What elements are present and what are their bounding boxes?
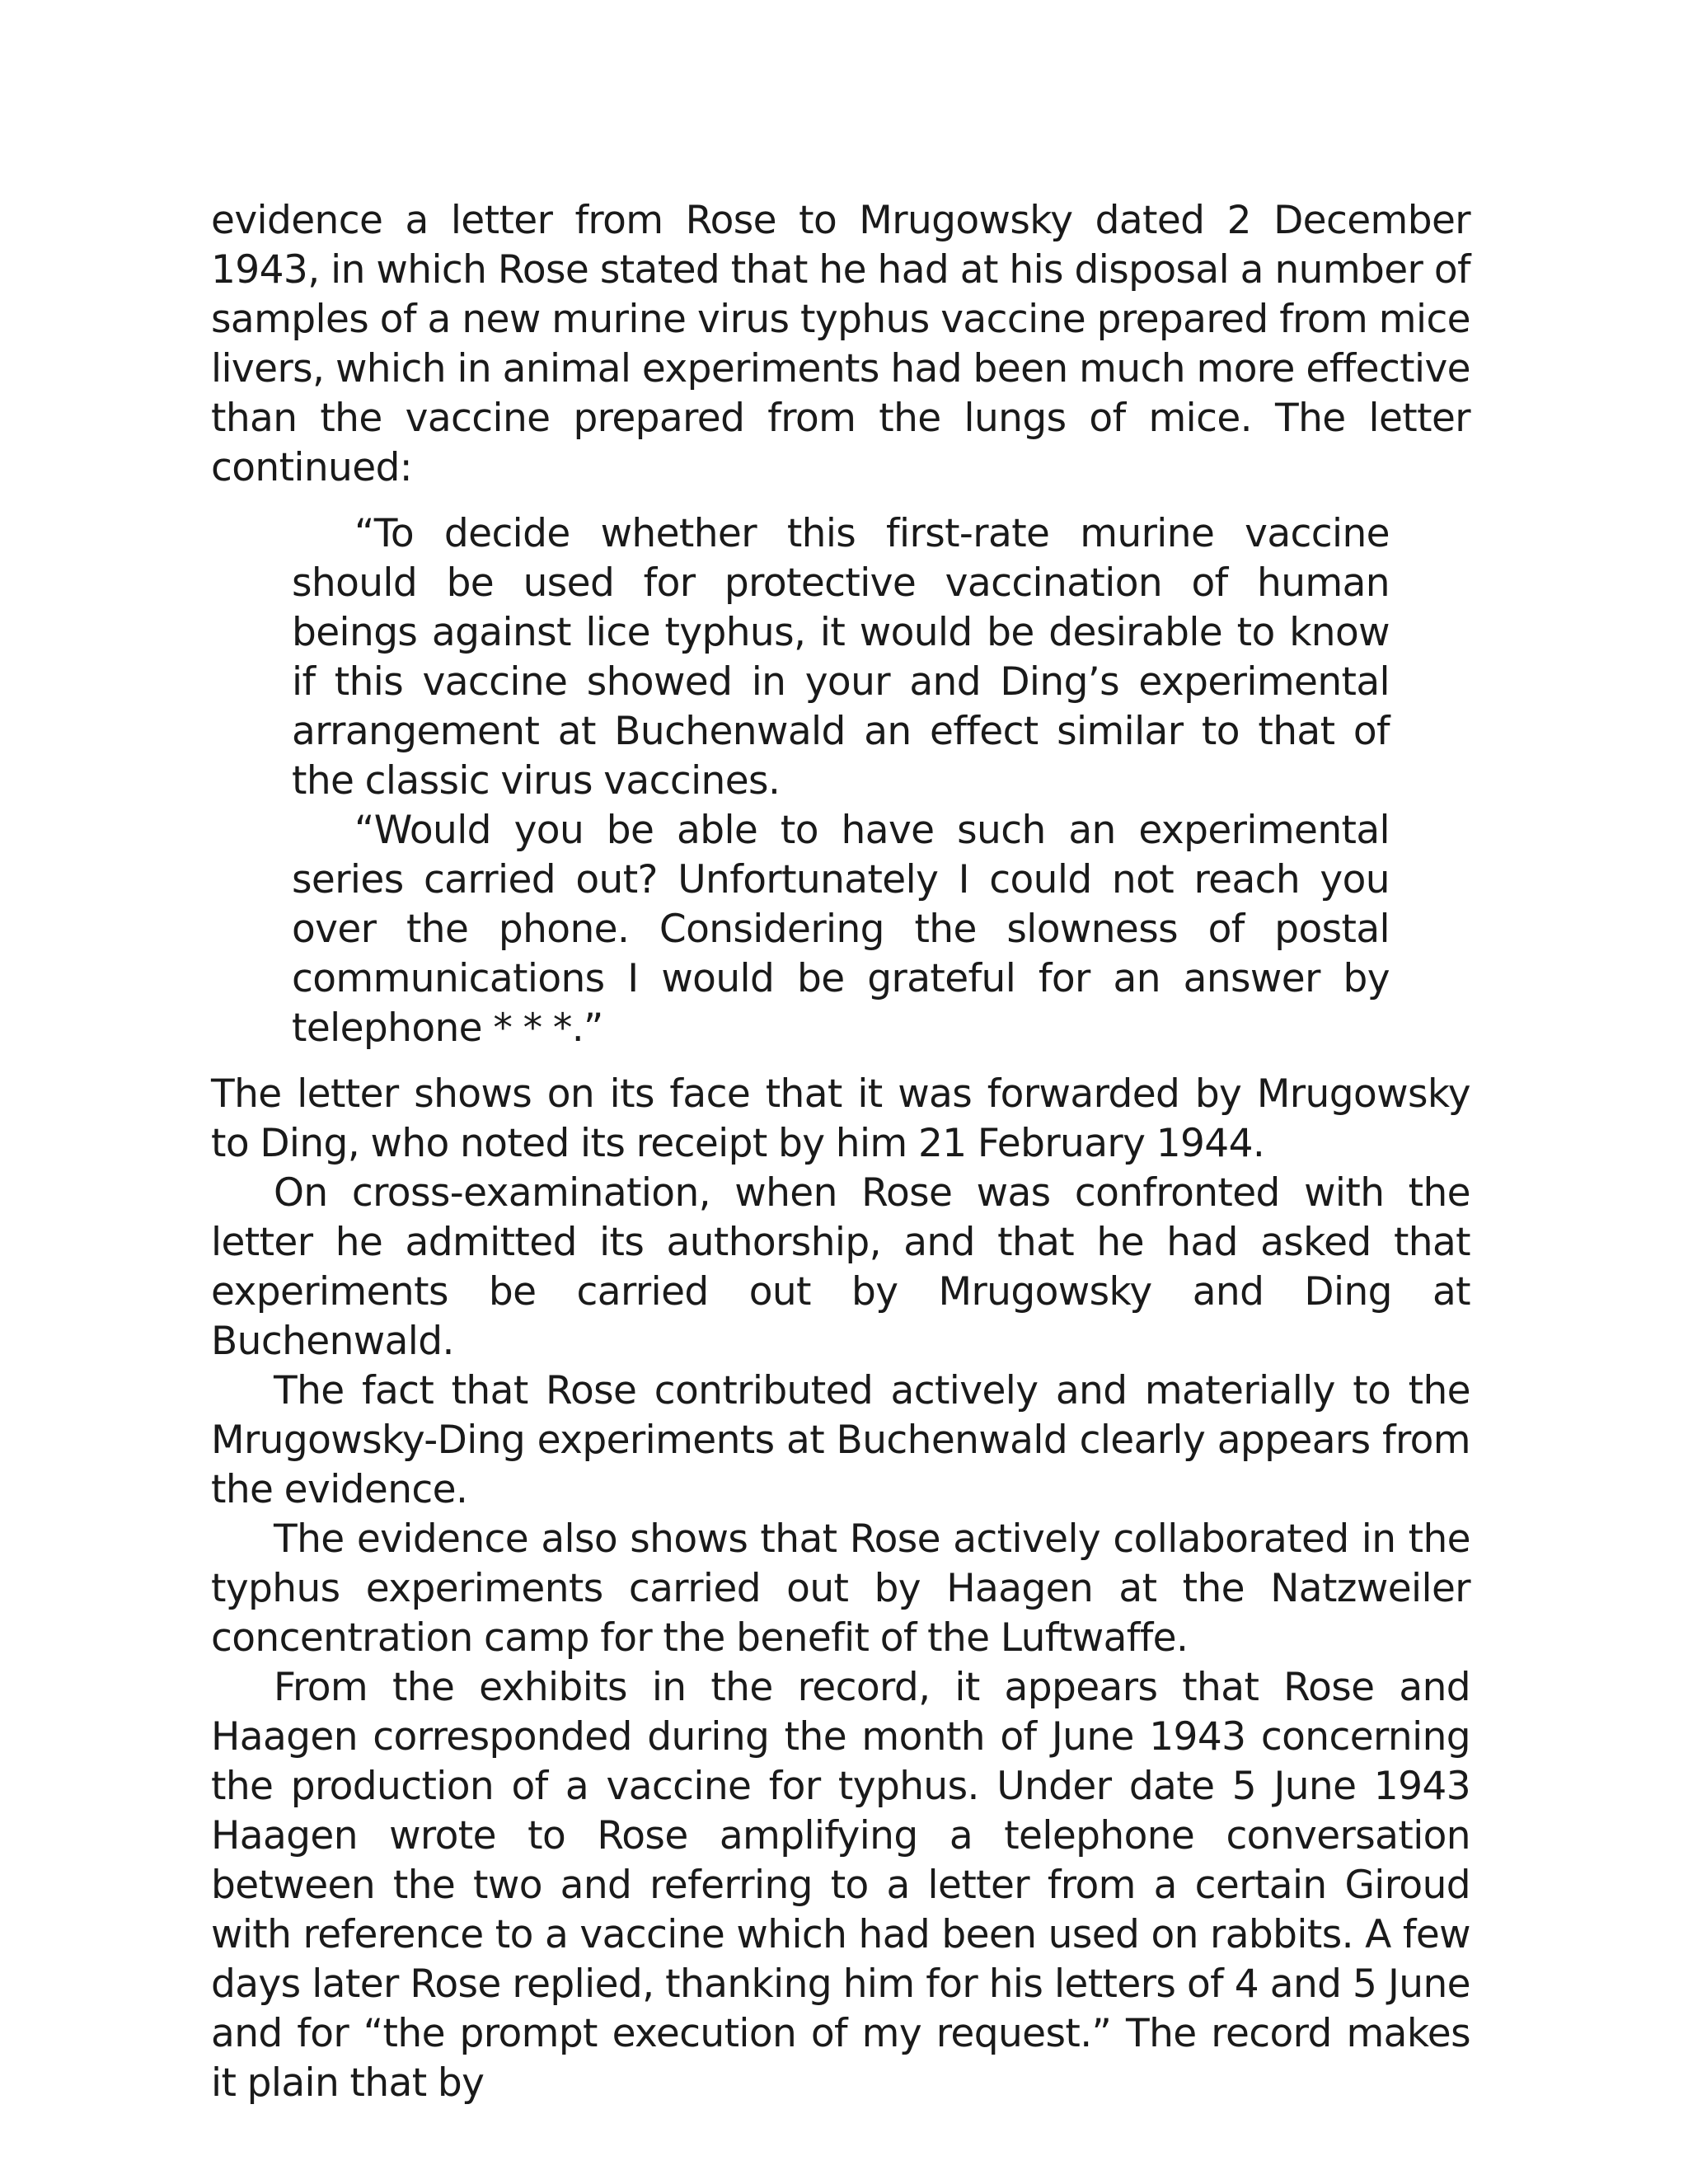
paragraph-forwarded: The letter shows on its face that it was forwarded by Mrugowsky to Ding, who noted its receipt by him 21 February 1944. [211,1071,1470,1166]
block-quote [292,509,1390,1053]
paragraph-contributed: The fact that Rose contributed actively and materially to the Mrugowsky-Ding experiments at Buchenwald clearly appears from the evidence. [211,1368,1470,1512]
quote-paragraph-1: “To decide whether this first-rate murine vaccine should be used for protective vaccination of human beings against lice typhus, it would be desirable to know if this vaccine showed in your and Ding’s experimental arrangement at Buchenwald an effect similar to that of the classic virus vaccines. [292,511,1390,804]
document-page [211,196,1470,2108]
paragraph-exhibits: From the exhibits in the record, it appears that Rose and Haagen corresponded during the month of June 1943 concerning the production of a vaccine for typhus. Under date 5 June 1943 Haagen wrote to Rose amplifying a telephone conversation between the two and referring to a letter from a certain Giroud with reference to a vaccine which had been used on rabbits. A few days later Rose replied, thanking him for his letters of 4 and 5 June and for “the prompt execution of my request.” The record makes it plain that by [211,1665,1470,2106]
paragraph-collaborated: The evidence also shows that Rose actively collaborated in the typhus experiments carried out by Haagen at the Natzweiler concentration camp for the benefit of the Luftwaffe. [211,1516,1470,1661]
opening-paragraph: evidence a letter from Rose to Mrugowsky dated 2 December 1943, in which Rose stated that he had at his disposal a number of samples of a new murine virus typhus vaccine prepared from mice livers, which in animal experiments had been much more effective than the vaccine prepared from the lungs of mice. The letter continued: [211,198,1470,490]
quote-paragraph-2: “Would you be able to have such an experimental series carried out? Unfortunately I could not reach you over the phone. Considering the slowness of postal communications I would be grateful for an answer by telephone * * *.” [292,808,1390,1051]
paragraph-cross-examination: On cross-examination, when Rose was confronted with the letter he admitted its authorship, and that he had asked that experiments be carried out by Mrugowsky and Ding at Buchenwald. [211,1170,1470,1364]
